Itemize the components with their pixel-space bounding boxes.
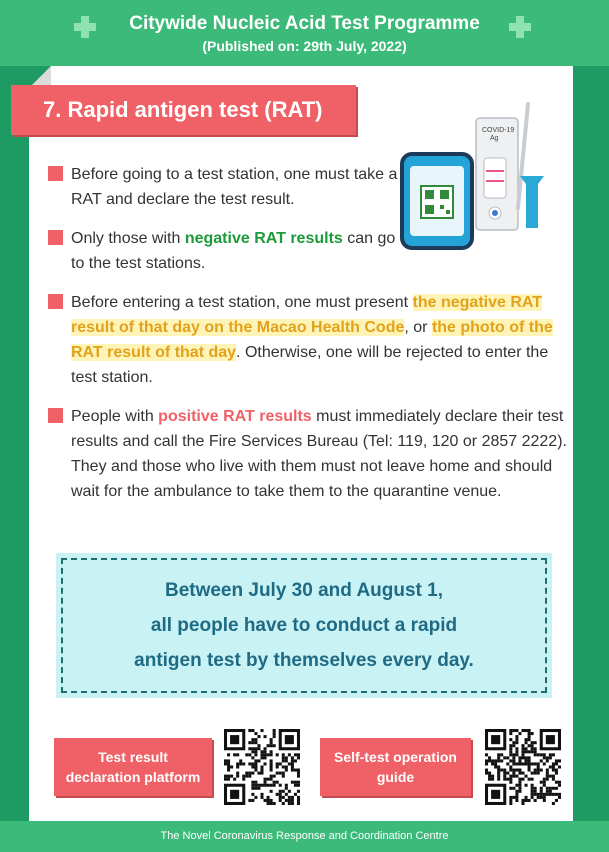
rat-rules-list	[48, 162, 568, 518]
page-title: Citywide Nucleic Acid Test Programme	[129, 13, 480, 34]
notice-box	[56, 553, 552, 698]
section-title: 7. Rapid antigen test (RAT)	[11, 85, 356, 135]
qr-code-icon[interactable]	[224, 729, 300, 805]
list-item: People with positive RAT results must immediately declare their test results and call the Fire Services Bureau (Tel: 119, 120 or 2857 2222). They and those who live with them must not leave home and should wait for the ambulance to take them to the quarantine venue.	[48, 404, 568, 504]
highlight-photo: the photo of the RAT result of that day	[71, 319, 553, 361]
medical-cross-icon	[509, 16, 531, 38]
notice-line: antigen test by themselves every day.	[134, 650, 474, 671]
bullet-square-icon	[48, 166, 63, 181]
self-test-guide-button[interactable]: Self-test operation guide	[320, 738, 471, 796]
header	[0, 0, 609, 66]
bullet-square-icon	[48, 408, 63, 423]
qr-code-icon[interactable]	[485, 729, 561, 805]
kit-label: Ag	[490, 135, 499, 142]
published-date: (Published on: 29th July, 2022)	[202, 38, 407, 54]
footer: The Novel Coronavirus Response and Coordination Centre	[0, 821, 609, 852]
list-item: Before going to a test station, one must take a RAT and declare the test result.	[48, 162, 401, 212]
kit-label: COVID-19	[482, 127, 515, 134]
highlight-negative: negative RAT results	[184, 230, 343, 247]
highlight-positive: positive RAT results	[158, 408, 312, 425]
highlight-health-code: the negative RAT result of that day on the Macao Health Code	[71, 294, 543, 336]
bullet-square-icon	[48, 294, 63, 309]
notice-line: Between July 30 and August 1,	[164, 580, 444, 601]
list-item: Only those with negative RAT results can go to the test stations.	[48, 226, 401, 276]
bullet-square-icon	[48, 230, 63, 245]
declaration-platform-button[interactable]: Test result declaration platform	[54, 738, 212, 796]
list-item: Before entering a test station, one must present the negative RAT result of that day on the Macao Health Code, or the photo of the RAT result of that day. Otherwise, one will be rejected to enter the test station.	[48, 290, 568, 390]
notice-line: all people have to conduct a rapid	[150, 615, 458, 636]
